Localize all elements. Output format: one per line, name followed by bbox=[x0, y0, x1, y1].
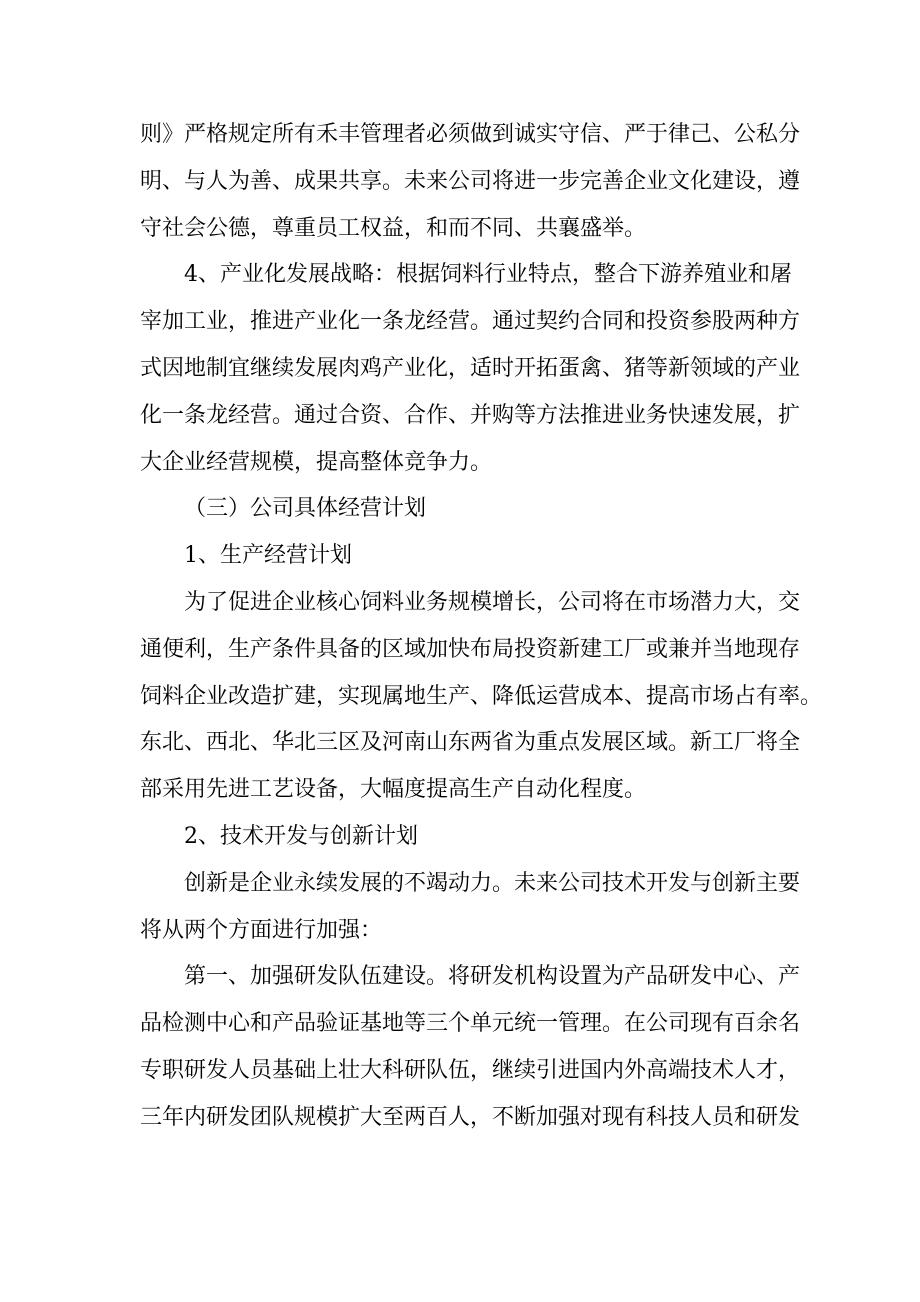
subsection-heading: 1、生产经营计划 bbox=[184, 543, 352, 569]
text-line: 将从两个方面进行加强： bbox=[140, 917, 383, 943]
text-line: 部采用先进工艺设备，大幅度提高生产自动化程度。 bbox=[140, 777, 647, 803]
text-line: 为了促进企业核心饲料业务规模增长，公司将在市场潜力大，交 bbox=[184, 589, 801, 615]
text-line: 专职研发人员基础上壮大科研队伍，继续引进国内外高端技术人才， bbox=[140, 1057, 801, 1083]
text-line: 则》严格规定所有禾丰管理者必须做到诚实守信、严于律己、公私分 bbox=[140, 122, 801, 147]
text-line: 通便利，生产条件具备的区域加快布局投资新建工厂或兼并当地现存 bbox=[140, 636, 801, 662]
text-line: 大企业经营规模，提高整体竞争力。 bbox=[140, 449, 493, 475]
text-line: 第一、加强研发队伍建设。将研发机构设置为产品研发中心、产 bbox=[184, 964, 801, 990]
text-line: 宰加工业，推进产业化一条龙经营。通过契约合同和投资参股两种方 bbox=[140, 309, 801, 335]
text-line: 化一条龙经营。通过合资、合作、并购等方法推进业务快速发展，扩 bbox=[140, 402, 801, 428]
text-line: 创新是企业永续发展的不竭动力。未来公司技术开发与创新主要 bbox=[184, 870, 801, 896]
text-line: 明、与人为善、成果共享。未来公司将进一步完善企业文化建设，遵 bbox=[140, 168, 801, 194]
text-line: 4、产业化发展战略：根据饲料行业特点，整合下游养殖业和屠 bbox=[184, 262, 792, 288]
subsection-heading: 2、技术开发与创新计划 bbox=[184, 823, 418, 849]
body-text bbox=[140, 112, 823, 1142]
text-line: 饲料企业改造扩建，实现属地生产、降低运营成本、提高市场占有率。 bbox=[140, 683, 823, 709]
text-line: 品检测中心和产品验证基地等三个单元统一管理。在公司现有百余名 bbox=[140, 1011, 801, 1037]
text-line: 守社会公德，尊重员工权益，和而不同、共襄盛举。 bbox=[140, 215, 647, 241]
text-line: 式因地制宜继续发展肉鸡产业化，适时开拓蛋禽、猪等新领域的产业 bbox=[140, 355, 801, 381]
text-line: 东北、西北、华北三区及河南山东两省为重点发展区域。新工厂将全 bbox=[140, 730, 801, 756]
text-line: 三年内研发团队规模扩大至两百人，不断加强对现有科技人员和研发 bbox=[140, 1104, 801, 1130]
section-heading: （三）公司具体经营计划 bbox=[184, 496, 427, 522]
